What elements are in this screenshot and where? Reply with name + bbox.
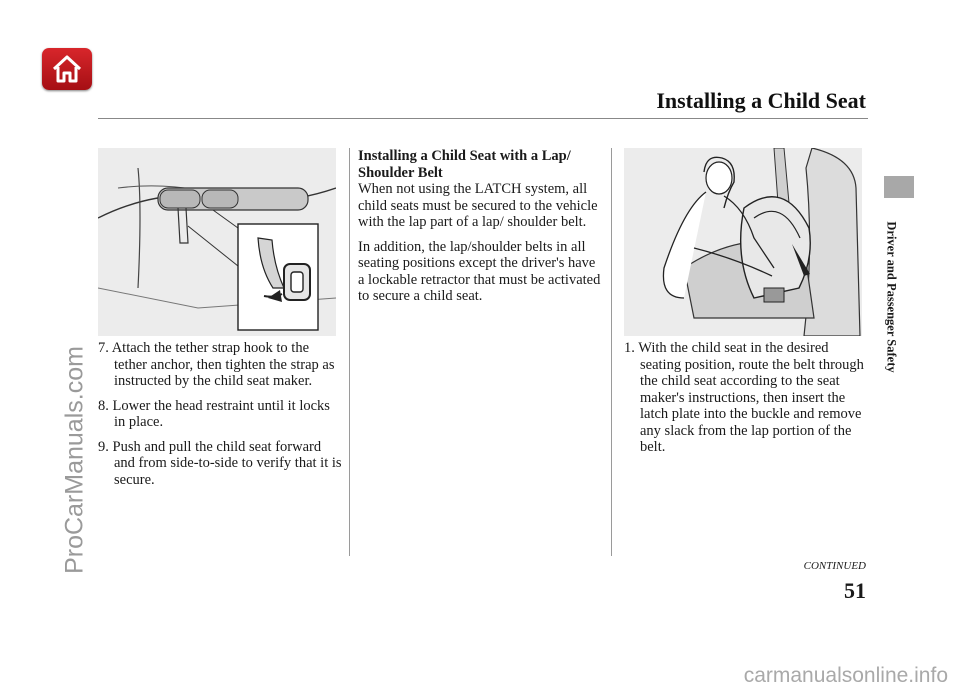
child-seat-figure bbox=[624, 148, 862, 336]
child-seat-installation-illustration-icon bbox=[624, 148, 862, 336]
section-heading-line1: Installing a Child Seat with a Lap/ bbox=[358, 148, 571, 164]
column-divider-1 bbox=[349, 148, 350, 556]
home-button[interactable] bbox=[42, 48, 92, 90]
tether-anchor-figure bbox=[98, 148, 336, 336]
tether-anchor-illustration-icon bbox=[98, 148, 336, 336]
section-label-text: Driver and Passenger Safety bbox=[884, 221, 899, 373]
middle-section bbox=[358, 148, 604, 313]
left-steps bbox=[98, 340, 342, 496]
section-label bbox=[880, 222, 902, 372]
column-divider-2 bbox=[611, 148, 612, 556]
page-title: Installing a Child Seat bbox=[656, 88, 866, 113]
step-1: 1. With the child seat in the desired seating position, route the belt through the child seat according to the seat maker's instructions, then insert the latch plate into the buckle and remove any slack from the lap portion of the belt. bbox=[624, 340, 864, 455]
home-icon bbox=[51, 54, 83, 84]
continued-label: CONTINUED bbox=[803, 560, 866, 572]
step-8: 8. Lower the head restraint until it locks in place. bbox=[98, 397, 330, 430]
paragraph-latch: When not using the LATCH system, all child seats must be secured to the vehicle with the lap part of a lap/ shoulder belt. bbox=[358, 181, 598, 230]
section-tab bbox=[884, 176, 914, 198]
step-7: 7. Attach the tether strap hook to the tether anchor, then tighten the strap as instructed by the child seat maker. bbox=[98, 340, 335, 389]
watermark-left bbox=[58, 240, 92, 680]
watermark-left-text: ProCarManuals.com bbox=[60, 346, 89, 574]
page-number: 51 bbox=[844, 578, 866, 603]
section-heading-line2: Shoulder Belt bbox=[358, 164, 443, 181]
step-9: 9. Push and pull the child seat forward and from side-to-side to verify that it is secure. bbox=[98, 438, 342, 488]
header-divider bbox=[98, 118, 868, 119]
right-steps bbox=[624, 340, 864, 464]
section-heading bbox=[358, 148, 604, 181]
paragraph-retractor: In addition, the lap/shoulder belts in all seating positions except the driver's have a lockable retractor that must be activated to secure a child seat. bbox=[358, 238, 601, 304]
watermark-bottom: carmanualsonline.info bbox=[743, 664, 948, 687]
